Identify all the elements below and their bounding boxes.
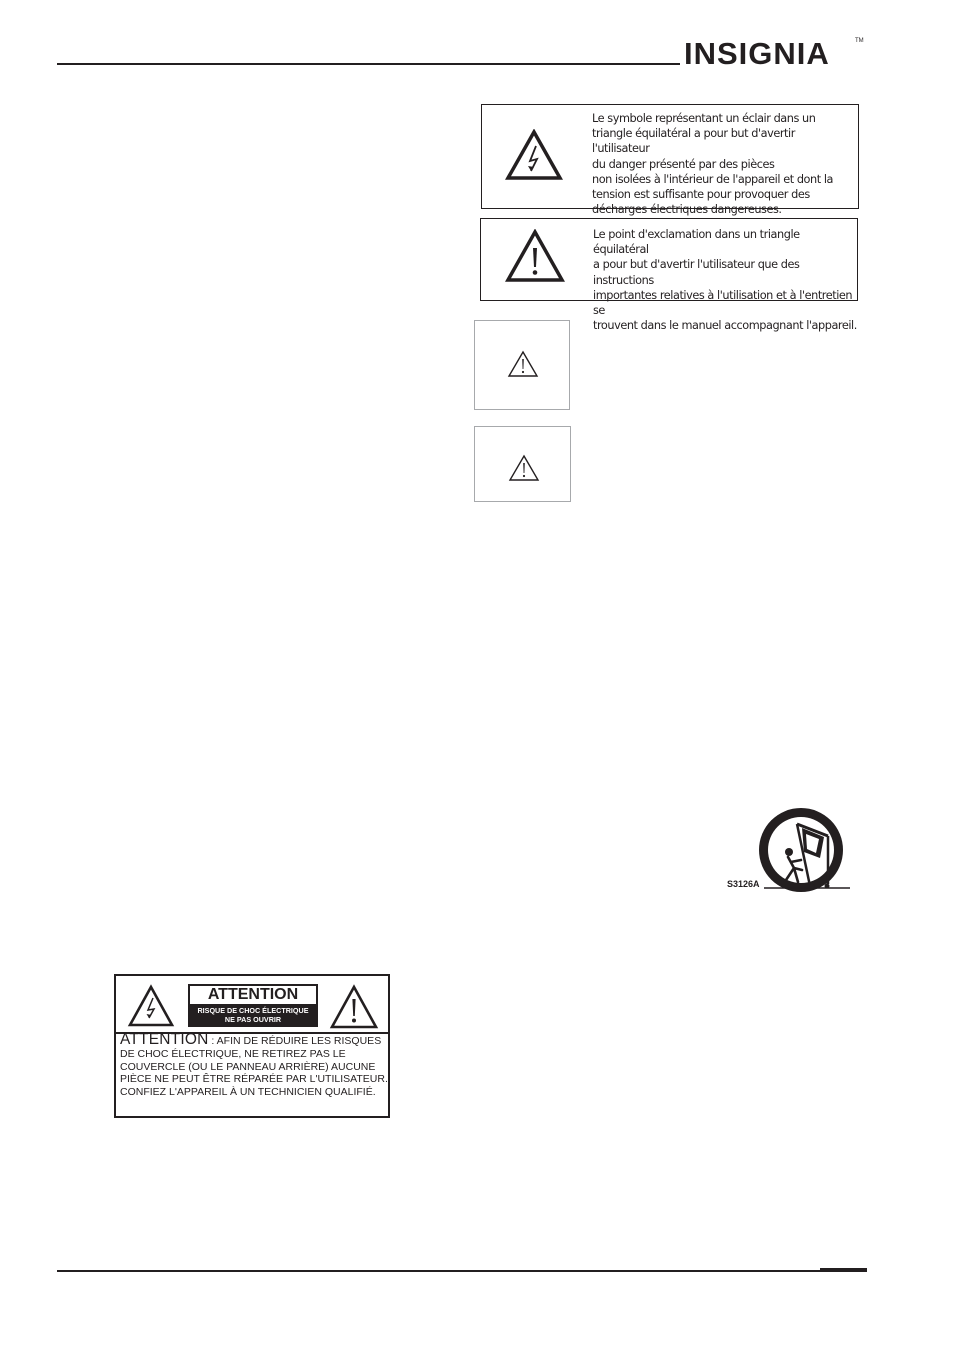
lightning-text-line: du danger présenté par des pièces xyxy=(592,157,775,171)
attention-banner-sub-line: RISQUE DE CHOC ÉLECTRIQUE xyxy=(197,1006,309,1015)
footer-rule xyxy=(57,1270,867,1272)
lightning-symbol-box xyxy=(481,104,859,217)
exclamation-text-line: Le point d'exclamation dans un triangle équilatéral xyxy=(593,228,800,257)
warning-placeholder-box xyxy=(474,320,570,410)
lightning-triangle-icon xyxy=(127,984,175,1033)
brand-text: INSIGNIA xyxy=(684,36,830,71)
attention-body-text xyxy=(120,1031,388,1099)
lightning-text-line: triangle équilatéral a pour but d'avertir l'utilisateur xyxy=(592,127,795,156)
header-rule xyxy=(57,63,680,65)
attention-body-rest: : AFIN DE RÉDUIRE LES RISQUES DE CHOC ÉLECTRIQUE, NE RETIREZ PAS LE COUVERCLE (OU LE PANNEAU ARRIÈRE) AUCUNE PIÈCE NE PEUT ÊTRE RÉPARÉE PAR L'UTILISATEUR. CONFIEZ L'APPAREIL À UN TECHNICIEN QUALIFIÉ. xyxy=(120,1035,388,1099)
lightning-text-line: décharges électriques dangereuses. xyxy=(592,203,782,217)
exclamation-symbol-text xyxy=(593,227,857,333)
attention-banner-title: ATTENTION xyxy=(190,986,316,1004)
attention-banner xyxy=(188,984,318,1027)
attention-label xyxy=(114,974,390,1118)
exclamation-triangle-icon xyxy=(505,229,565,288)
lightning-symbol-text xyxy=(592,111,854,217)
attention-banner-sub-line: NE PAS OUVRIR xyxy=(224,1015,282,1024)
warning-triangle-icon xyxy=(507,350,539,383)
lightning-text-line: non isolées à l'intérieur de l'appareil et dont la xyxy=(592,172,833,186)
exclamation-text-line: a pour but d'avertir l'utilisateur que des instructions xyxy=(593,258,800,287)
attention-body-lead: ATTENTION xyxy=(120,1031,209,1048)
lightning-text-line: tension est suffisante pour provoquer des xyxy=(592,188,810,202)
warning-triangle-icon xyxy=(508,454,540,487)
warning-placeholder-box xyxy=(474,426,571,502)
exclamation-text-line: trouvent dans le manuel accompagnant l'appareil. xyxy=(593,319,857,333)
exclamation-text-line: importantes relatives à l'utilisation et à l'entretien se xyxy=(593,288,853,318)
trademark-mark: TM xyxy=(855,38,864,44)
insignia-logo-icon xyxy=(684,30,866,76)
lightning-triangle-icon xyxy=(505,129,563,186)
cart-symbol-code: S3126A xyxy=(727,879,760,889)
lightning-text-line: Le symbole représentant un éclair dans un xyxy=(592,112,816,125)
exclamation-triangle-icon xyxy=(329,984,379,1035)
brand-logo xyxy=(684,30,866,76)
exclamation-symbol-box xyxy=(480,218,858,333)
attention-banner-subtitle xyxy=(188,1006,318,1024)
